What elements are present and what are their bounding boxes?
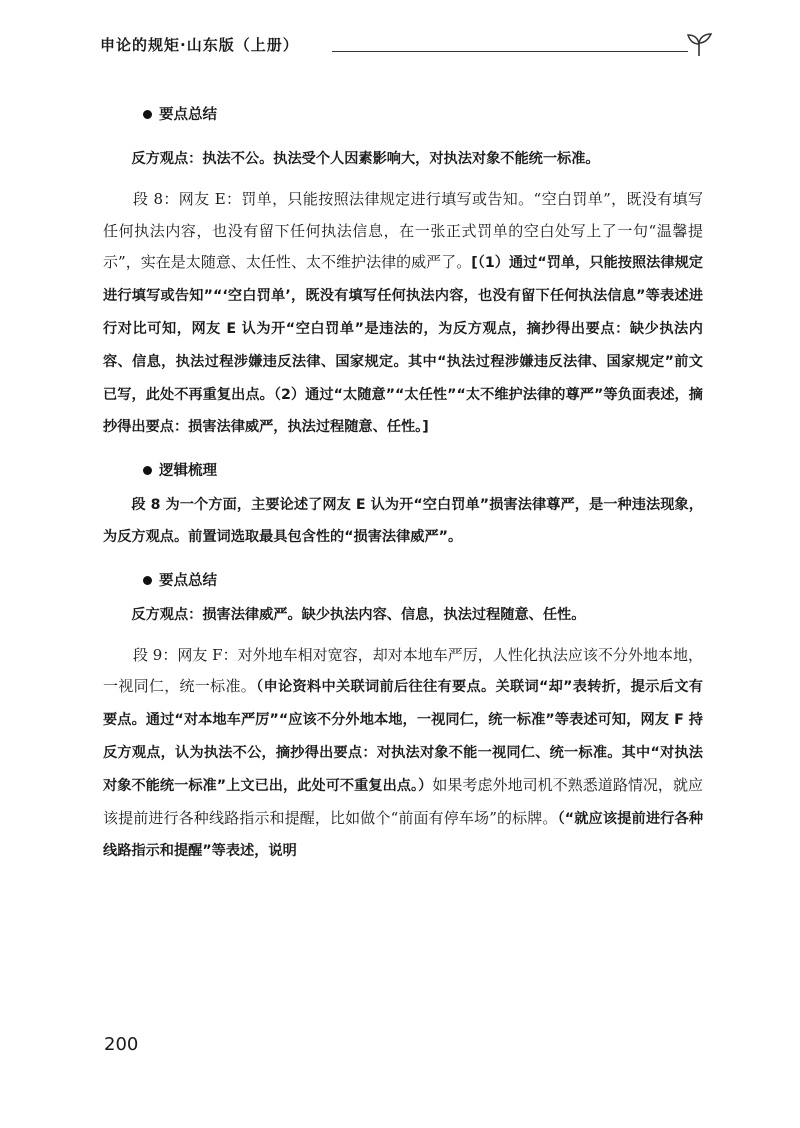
summary-paragraph: 反方观点：损害法律威严。缺少执法内容、信息，执法过程随意、任性。 [131,606,586,623]
paragraph-9-text-continued: 如果考虑外地司机不熟悉道路情况，就应该提前进行各种线路指示和提醒，比如做个“前面有停车场”的标牌。 [103,775,703,827]
section-heading: 要点总结 [143,562,703,600]
book-title: 申论的规矩·山东版（上册） [100,36,299,54]
source-paragraph-9 [103,640,703,869]
summary-paragraph: 反方观点：执法不公。执法受个人因素影响大，对执法对象不能统一标准。 [131,151,600,167]
paragraph-8-annotation: [（1）通过“罚单，只能按照法律规定进行填写或告知”“‘空白罚单’，既没有填写任何执法内容，也没有留下任何执法信息”等表述进行对比可知，网友 E 认为开“空白罚单”是违法的，为反方观点，摘抄得出要点：缺少执法内容、信息，执法过程涉嫌违反法律、国家规定。其中“执法过程涉嫌违反法律、国家规定”前文已写，此处不再重复出点。（2）通过“太随意”“太任性”“太不维护法律的尊严”等负面表述，摘抄得出要点：损害法律威严，执法过程随意、任性。] [103,255,704,436]
header-rule [332,51,688,52]
source-paragraph-8 [103,184,703,444]
bullet-icon [143,576,152,585]
logic-paragraph: 段 8 为一个方面，主要论述了网友 E 认为开“空白罚单”损害法律尊严，是一种违法现象，为反方观点。前置词选取最具包含性的“损害法律威严”。 [103,497,703,545]
page-number: 200 [104,1034,139,1055]
sprout-icon [684,32,714,58]
paragraph-9-annotation: （申论资料中关联词前后往往有要点。关联词“却”表转折，提示后文有要点。通过“对本地车严厉”“应该不分外地本地，一视同仁，统一标准”等表述可知，网友 F 持反方观点，认为执法不公，摘抄得出要点：对执法对象不能一视同仁、统一标准。其中“对执法对象不能统一标准”上文已出，此处可不重复出点。） [103,679,703,794]
paragraph-9-text: 段 9：网友 F：对外地车相对宽容，却对本地车严厉，人性化执法应该不分外地本地，一视同仁，统一标准。 [103,645,703,696]
paragraph-8-text: 段 8：网友 E：罚单，只能按照法律规定进行填写或告知。“空白罚单”，既没有填写任何执法内容，也没有留下任何执法信息，在一张正式罚单的空白处写上了一句“温馨提示”，实在是太随意、太任性、太不维护法律的威严了。 [103,189,703,272]
section-heading: 逻辑梳理 [143,452,703,490]
paragraph-9-annotation-continued: （“就应该提前进行各种线路指示和提醒”等表述，说明 [103,810,704,860]
bullet-icon [143,110,152,119]
page-body [103,96,703,868]
running-header [100,30,720,64]
section-heading: 要点总结 [143,96,703,134]
bullet-icon [143,466,152,475]
